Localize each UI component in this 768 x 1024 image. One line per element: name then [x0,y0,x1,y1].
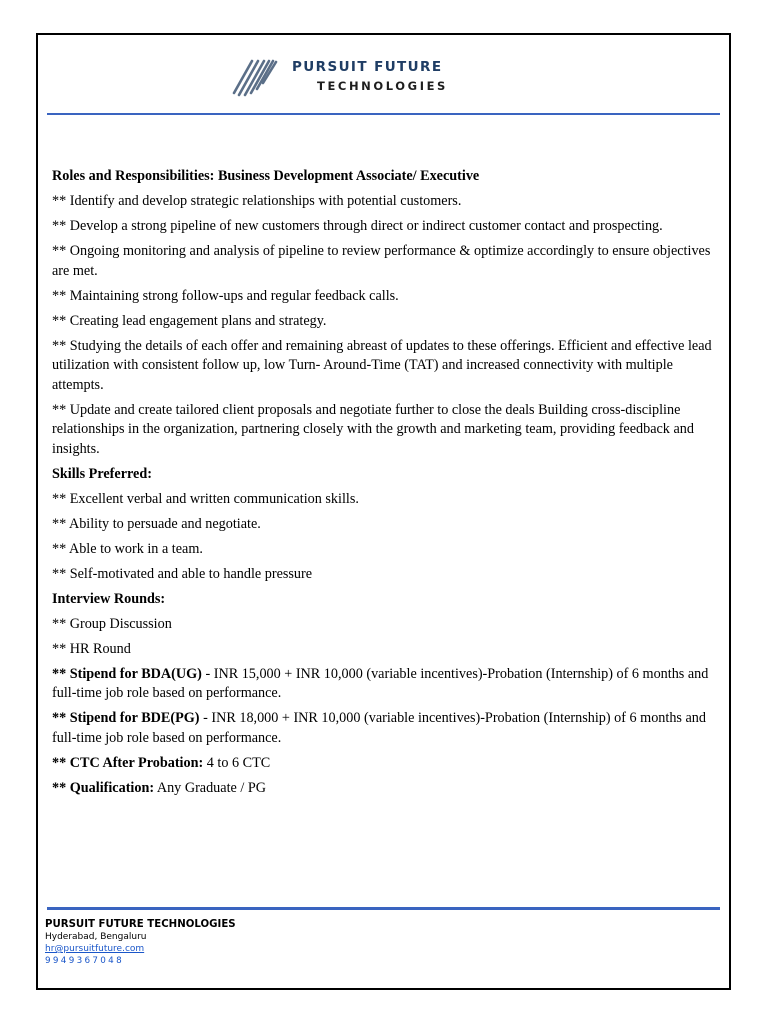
stipend-ug-label: ** Stipend for BDA(UG) [52,665,202,682]
ctc-label: ** CTC After Probation: [52,754,204,771]
ctc [52,754,726,774]
skill-item: ** Able to work in a team. [52,540,203,557]
ctc-text: 4 to 6 CTC [203,754,271,771]
footer-phone: 9949367048 [45,956,124,966]
qualification-text: Any Graduate / PG [154,779,266,796]
interview-heading: Interview Rounds: [52,590,166,607]
skills-heading: Skills Preferred: [52,465,152,482]
responsibility-item: ** Update and create tailored client proposals and negotiate further to close the deals Building cross-discipline relationships in the organization, partnering closely with the growth and marketing team, providing feedback and insights. [52,401,694,457]
interview-round-item: ** HR Round [52,640,131,657]
responsibility-item: ** Maintaining strong follow-ups and regular feedback calls. [52,287,399,304]
stipend-pg-label: ** Stipend for BDE(PG) [52,710,200,726]
logo-text-line2: TECHNOLOGIES [317,79,448,93]
stipend-ug-text: - INR 15,000 + INR 10,000 (variable incentives)-Probation (Internship) of 6 months and full-time job role based on performance. [52,665,709,701]
stipend-pg-text: - INR 18,000 + INR 10,000 (variable incentives)-Probation (Internship) of 6 months and full-time job role based on performance. [52,710,706,746]
footer-divider [47,907,720,910]
stipend-ug [52,665,726,704]
skill-item: ** Excellent verbal and written communication skills. [52,490,359,507]
qualification [52,779,726,799]
qualification-label: ** Qualification: [52,779,155,796]
footer-locations: Hyderabad, Bengaluru [45,932,147,942]
interview-round-item: ** Group Discussion [52,615,172,632]
company-logo [230,55,460,99]
responsibility-item: ** Studying the details of each offer and remaining abreast of updates to these offerings. Efficient and effective lead utilization with consistent follow up, low Turn- Around-Time (TAT) and increased connectivity with multiple attempts. [52,337,712,393]
skill-item: ** Ability to persuade and negotiate. [52,515,261,532]
responsibility-item: ** Develop a strong pipeline of new customers through direct or indirect customer contact and prospecting. [52,218,663,234]
footer-email-link[interactable]: hr@pursuitfuture.com [45,944,145,954]
responsibility-item: ** Creating lead engagement plans and strategy. [52,312,327,329]
diagonal-stripes-icon [230,55,278,99]
document-body [52,167,726,804]
header-divider [47,113,720,115]
skill-item: ** Self-motivated and able to handle pressure [52,565,313,582]
footer [45,918,445,967]
responsibility-item: ** Identify and develop strategic relationships with potential customers. [52,193,462,209]
stipend-pg [52,709,726,748]
responsibility-item: ** Ongoing monitoring and analysis of pipeline to review performance & optimize accordingly to ensure objectives are met. [52,243,711,279]
roles-heading: Roles and Responsibilities: Business Development Associate/ Executive [52,168,480,184]
logo-text-line1: PURSUIT FUTURE [292,59,443,75]
footer-company-name: PURSUIT FUTURE TECHNOLOGIES [45,919,236,930]
